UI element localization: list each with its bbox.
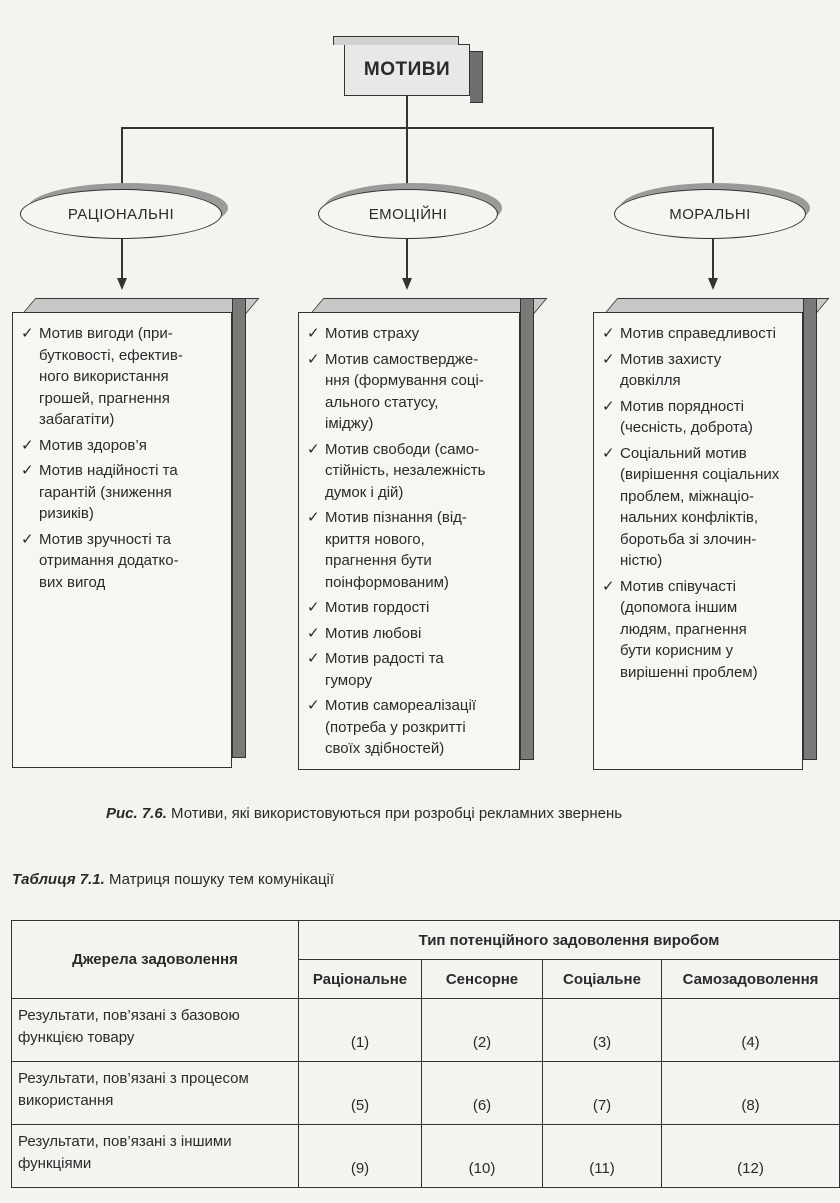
table-cell: (11) (543, 1125, 662, 1188)
table-cell: (5) (299, 1062, 422, 1125)
panel-emotional (298, 312, 520, 770)
connector-line (121, 127, 713, 129)
motive-text (325, 695, 476, 760)
motive-text-line: Мотив справедливості (620, 325, 776, 342)
motive-text-line: (чесність, доброта) (620, 419, 753, 436)
check-icon: ✓ (21, 462, 34, 479)
motive-text-line: гумору (325, 671, 373, 689)
table-caption-text: Матриця пошуку тем комунікації (104, 871, 335, 888)
motive-text-line: стійність, незалежність (325, 462, 486, 479)
motive-item (21, 323, 223, 431)
motive-text-line: (потреба у розкритті (325, 718, 466, 736)
motive-text (325, 623, 421, 645)
check-icon: ✓ (307, 697, 320, 714)
column-header: Сенсорне (422, 960, 543, 999)
motive-text-line: проблем, міжнаціо- (620, 487, 755, 505)
group-oval-emotional (318, 189, 498, 239)
check-icon: ✓ (21, 436, 34, 454)
motive-text (620, 323, 776, 345)
connector-line (406, 127, 408, 189)
motive-text-line: ністю) (620, 552, 663, 569)
motive-text (39, 529, 179, 594)
motive-text-line: Мотив самоствердже- (325, 350, 479, 368)
arrow-line (712, 238, 714, 280)
motive-item (602, 443, 794, 572)
arrow-line (406, 238, 408, 280)
corner-header: Джерела задоволення (12, 921, 299, 999)
motive-item (307, 648, 511, 691)
motive-item (307, 349, 511, 435)
motive-text (620, 576, 758, 684)
figure-caption-label: Рис. 7.6. (106, 805, 167, 822)
column-header: Самозадоволення (662, 960, 840, 999)
panel-rational (12, 312, 232, 768)
motive-item (307, 439, 511, 504)
motive-text-line: нальних конфліктів, (620, 509, 759, 526)
connector-line (712, 127, 714, 189)
motive-text-line: Мотив надійності та (39, 462, 178, 479)
group-oval-rational (20, 189, 222, 239)
check-icon: ✓ (21, 325, 34, 342)
motive-item (307, 507, 511, 593)
connector-line (121, 127, 123, 189)
motive-item (21, 460, 223, 525)
motive-text-line: людям, прагнення (620, 620, 747, 638)
table-cell: (2) (422, 999, 543, 1062)
motive-text (325, 349, 484, 435)
motive-text (620, 349, 721, 392)
motive-text-line: Мотив захисту (620, 350, 722, 368)
motive-item (307, 323, 511, 345)
table-cell: (4) (662, 999, 840, 1062)
motive-text-line: (допомога іншим (620, 599, 738, 616)
diagram-title: МОТИВИ (363, 59, 451, 80)
motive-text (620, 443, 779, 572)
motive-text-line: іміджу) (325, 415, 374, 432)
motive-text-line: Мотив страху (325, 325, 420, 342)
motive-text-line: криття нового, (325, 530, 425, 548)
motive-text-line: Мотив самореалізації (325, 697, 476, 714)
motive-text-line: забагатіти) (39, 411, 115, 428)
row-label-line: функціями (18, 1155, 92, 1172)
motive-text-line: прагнення бути (325, 552, 432, 569)
motive-text-line: Мотив свободи (само- (325, 440, 480, 458)
motive-item (602, 323, 794, 345)
motive-text-line: отримання додатко- (39, 552, 179, 569)
motive-text-line: Мотив гордості (325, 599, 430, 616)
group-label-moral: МОРАЛЬНІ (669, 205, 751, 223)
row-label (12, 1062, 299, 1125)
column-header: Раціональне (299, 960, 422, 999)
motive-item (307, 695, 511, 760)
check-icon: ✓ (602, 325, 615, 342)
group-label-emotional: ЕМОЦІЙНІ (368, 205, 448, 223)
table-cell: (1) (299, 999, 422, 1062)
motive-text-line: ризиків) (39, 505, 94, 522)
motive-text-line: Мотив любові (325, 624, 422, 642)
connector-line (406, 96, 408, 128)
motive-text-line: ного використання (39, 368, 169, 385)
motive-item (602, 349, 794, 392)
motive-text-line: Мотив вигоди (при- (39, 325, 173, 342)
group-label-rational: РАЦІОНАЛЬНІ (67, 205, 175, 223)
motive-text (325, 439, 486, 504)
arrow-head (117, 278, 127, 290)
motive-text-line: грошей, прагнення (39, 389, 170, 407)
table-caption-label: Таблиця 7.1. (12, 871, 105, 888)
table-cell: (12) (662, 1125, 840, 1188)
motive-text-line: Мотив співучасті (620, 577, 737, 595)
table-row (12, 1125, 840, 1188)
motive-text-line: довкілля (620, 372, 681, 389)
motive-text-line: (вирішення соціальних (620, 466, 780, 483)
communication-themes-matrix (11, 920, 840, 1188)
motive-text (325, 507, 467, 593)
panel-moral (593, 312, 803, 770)
motive-text-line: думок і дій) (325, 483, 404, 501)
check-icon: ✓ (307, 599, 320, 616)
diagram-title-box (344, 44, 470, 96)
motive-text (39, 435, 147, 457)
motive-item (307, 623, 511, 645)
motive-text-line: вих вигод (39, 573, 106, 591)
check-icon: ✓ (602, 444, 615, 462)
row-label-line: Результати, пов’язані з іншими (18, 1133, 232, 1150)
panel-side-face (520, 298, 534, 760)
motive-text-line: Соціальний мотив (620, 444, 747, 462)
motive-text-line: Мотив порядності (620, 397, 744, 415)
motive-text-line: гарантій (зниження (39, 483, 172, 501)
check-icon: ✓ (307, 650, 320, 667)
table-cell: (9) (299, 1125, 422, 1188)
check-icon: ✓ (307, 350, 320, 368)
motive-text-line: боротьба зі злочин- (620, 530, 757, 548)
motive-text-line: Мотив радості та (325, 650, 444, 667)
motive-item (602, 576, 794, 684)
group-header: Тип потенційного задоволення виробом (299, 921, 840, 960)
table-cell: (8) (662, 1062, 840, 1125)
panel-side-face (232, 298, 246, 758)
check-icon: ✓ (307, 440, 320, 458)
check-icon: ✓ (21, 530, 34, 548)
motive-text-line: поінформованим) (325, 573, 449, 591)
motive-text-line: бутковості, ефектив- (39, 346, 183, 364)
check-icon: ✓ (602, 397, 615, 415)
motive-text-line: ального статусу, (325, 393, 439, 411)
motive-text (325, 648, 444, 691)
motive-text (325, 597, 429, 619)
arrow-head (708, 278, 718, 290)
row-label-line: Результати, пов’язані з базовою (18, 1007, 240, 1024)
motive-item (21, 529, 223, 594)
row-label-line: використання (18, 1092, 114, 1109)
arrow-head (402, 278, 412, 290)
motive-item (602, 396, 794, 439)
group-oval-moral (614, 189, 806, 239)
table-row (12, 1062, 840, 1125)
table-row (12, 999, 840, 1062)
column-header: Соціальне (543, 960, 662, 999)
arrow-line (121, 238, 123, 280)
check-icon: ✓ (602, 350, 615, 368)
motive-text-line: бути корисним у (620, 642, 734, 659)
table-cell: (3) (543, 999, 662, 1062)
motive-text-line: Мотив зручності та (39, 530, 171, 548)
check-icon: ✓ (602, 577, 615, 595)
figure-caption-text: Мотиви, які використовуються при розробці рекламних звернень (166, 805, 623, 822)
motive-text (325, 323, 419, 345)
motive-item (307, 597, 511, 619)
panel-side-face (803, 298, 817, 760)
motive-text (39, 323, 183, 431)
row-label-line: Результати, пов’язані з процесом (18, 1070, 249, 1087)
table-cell: (7) (543, 1062, 662, 1125)
motive-text-line: своїх здібностей) (325, 740, 445, 757)
check-icon: ✓ (307, 509, 320, 526)
row-label-line: функцією товару (18, 1029, 135, 1046)
motive-text (39, 460, 178, 525)
motive-text-line: ння (формування соці- (325, 372, 484, 389)
row-label (12, 999, 299, 1062)
table-cell: (10) (422, 1125, 543, 1188)
row-label (12, 1125, 299, 1188)
figure-caption (106, 805, 622, 822)
motive-text-line: вирішенні проблем) (620, 663, 758, 681)
motive-text (620, 396, 753, 439)
motive-text-line: Мотив здоров’я (39, 436, 147, 454)
check-icon: ✓ (307, 325, 320, 342)
motive-text-line: Мотив пізнання (від- (325, 509, 467, 526)
motive-item (21, 435, 223, 457)
check-icon: ✓ (307, 624, 320, 642)
table-caption (12, 871, 334, 888)
table-cell: (6) (422, 1062, 543, 1125)
